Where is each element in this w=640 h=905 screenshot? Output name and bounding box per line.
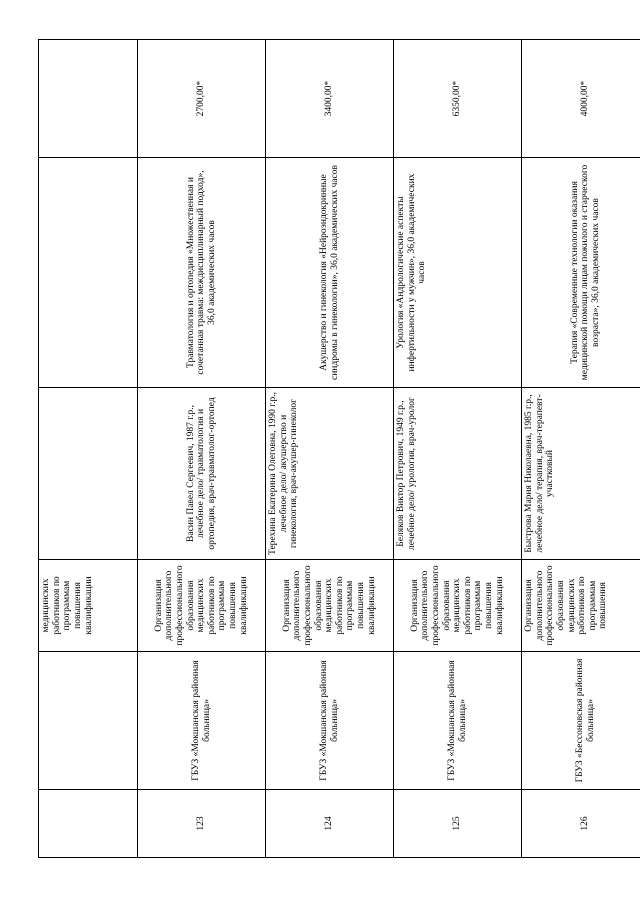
cell-program: Организация дополнительного профессионального образования медицинских работников по программам повышения квалификации <box>394 560 522 652</box>
cell-course <box>39 158 138 388</box>
cell-price: 2700,00* <box>138 40 266 158</box>
cell-price: 3400,00* <box>266 40 394 158</box>
cell-course: Терапия «Современные технологии оказания медицинской помощи лицам пожилого и старческого возраста», 36,0 академических часов <box>522 158 640 388</box>
table-row <box>522 40 640 858</box>
cell-person: Васин Павел Сергеевич, 1987 г.р., лечебное дело/ травматология и ортопедия, врач-травматолог-ортопед <box>138 388 266 560</box>
cell-course: Травматология и ортопедия «Множественная и сочетанная травма: междисциплинарный подход», 36,0 академических часов <box>138 158 266 388</box>
cell-person: Терехина Екатерина Олеговна, 1990 г.р., лечебное дело/ акушерство и гинекология, врач-акушер-гинеколог <box>266 388 394 560</box>
cell-person <box>39 388 138 560</box>
cell-num <box>39 790 138 858</box>
cell-price: 6350,00* <box>394 40 522 158</box>
cell-person: Быстрова Мария Николаевна, 1985 г.р., лечебное дело/ терапия, врач-терапевт-участковый <box>522 388 640 560</box>
cell-program: Организация дополнительного профессионального образования медицинских работников по программам повышения квалификации <box>138 560 266 652</box>
cell-price: 4000,00* <box>522 40 640 158</box>
cell-num: 125 <box>394 790 522 858</box>
table-row <box>394 40 522 858</box>
cell-org: ГБУЗ «Мокшанская районная больница» <box>394 652 522 790</box>
table-row <box>138 40 266 858</box>
cell-org: ГБУЗ «Мокшанская районная больница» <box>138 652 266 790</box>
cell-price <box>39 40 138 158</box>
cell-program: Организация дополнительного профессионального образования медицинских работников по программам повышения квалификации <box>266 560 394 652</box>
cell-program: Организация дополнительного профессионального образования медицинских работников по программам повышения <box>522 560 640 652</box>
table-row-continuation <box>39 40 138 858</box>
cell-course: Урология «Андрологические аспекты инфертильности у мужчин», 36,0 академических часов <box>394 158 522 388</box>
cell-program: медицинских работников по программам повышения квалификации <box>39 560 138 652</box>
cell-person: Беляков Виктор Петрович, 1949 г.р., лечебное дело/ урология, врач-уролог <box>394 388 522 560</box>
cell-course: Акушерство и гинекология «Нейроэндокринные синдромы в гинекологии», 36,0 академических часов <box>266 158 394 388</box>
table-row <box>266 40 394 858</box>
cell-org: ГБУЗ «Мокшанская районная больница» <box>266 652 394 790</box>
cell-num: 123 <box>138 790 266 858</box>
cell-org <box>39 652 138 790</box>
cell-num: 124 <box>266 790 394 858</box>
rotated-table-container <box>38 40 609 858</box>
training-table <box>38 39 640 858</box>
cell-num: 126 <box>522 790 640 858</box>
cell-org: ГБУЗ «Бессоновская районная больница» <box>522 652 640 790</box>
